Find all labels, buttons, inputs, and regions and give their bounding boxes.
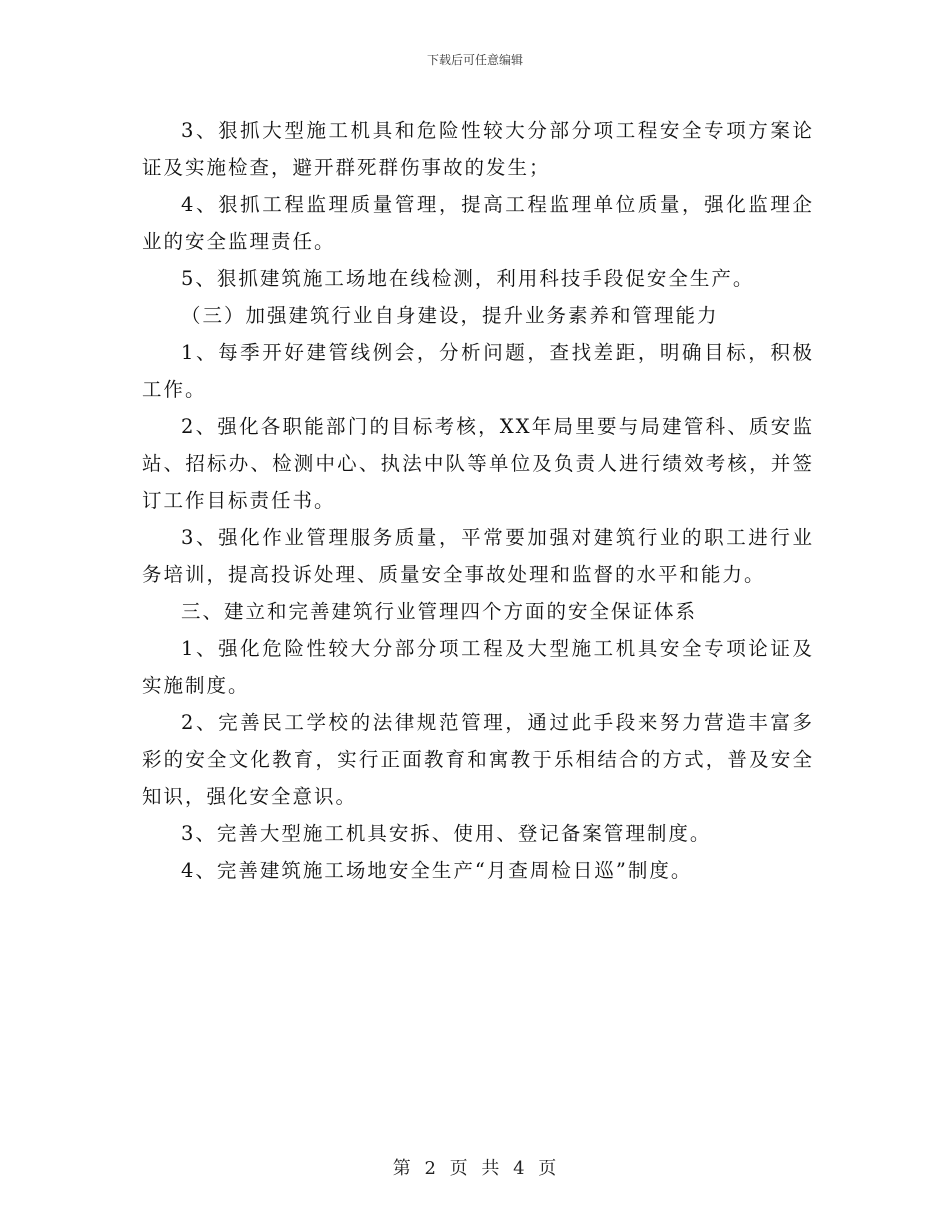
paragraph: 3、完善大型施工机具安拆、使用、登记备案管理制度。	[181, 822, 712, 845]
paragraph: 2、强化各职能部门的目标考核，XX年局里要与局建管科、质安监站、招标办、检测中心、执法中队等单位及负责人进行绩效考核，并签订工作目标责任书。	[142, 415, 814, 512]
paragraph: 5、狠抓建筑施工场地在线检测，利用科技手段促安全生产。	[181, 267, 755, 290]
paragraph: 1、强化危险性较大分部分项工程及大型施工机具安全专项论证及实施制度。	[142, 637, 814, 697]
paragraph: 4、完善建筑施工场地安全生产“月查周检日巡”制度。	[181, 859, 693, 882]
page-header-note: 下载后可任意编辑	[426, 53, 523, 67]
paragraph: 4、狠抓工程监理质量管理，提高工程监理单位质量，强化监理企业的安全监理责任。	[142, 193, 814, 253]
section-heading: （三）加强建筑行业自身建设，提升业务素养和管理能力	[181, 304, 719, 327]
paragraph: 1、每季开好建管线例会，分析问题，查找差距，明确目标，积极工作。	[142, 341, 814, 401]
section-heading: 三、建立和完善建筑行业管理四个方面的安全保证体系	[181, 600, 698, 623]
page-number: 第 2 页 共 4 页	[392, 1158, 558, 1179]
paragraph: 3、狠抓大型施工机具和危险性较大分部分项工程安全专项方案论证及实施检查，避开群死群伤事故的发生；	[142, 119, 814, 179]
document-body	[142, 112, 814, 889]
paragraph: 2、完善民工学校的法律规范管理，通过此手段来努力营造丰富多彩的安全文化教育，实行正面教育和寓教于乐相结合的方式，普及安全知识，强化安全意识。	[142, 711, 814, 808]
paragraph: 3、强化作业管理服务质量，平常要加强对建筑行业的职工进行业务培训，提高投诉处理、质量安全事故处理和监督的水平和能力。	[142, 526, 814, 586]
